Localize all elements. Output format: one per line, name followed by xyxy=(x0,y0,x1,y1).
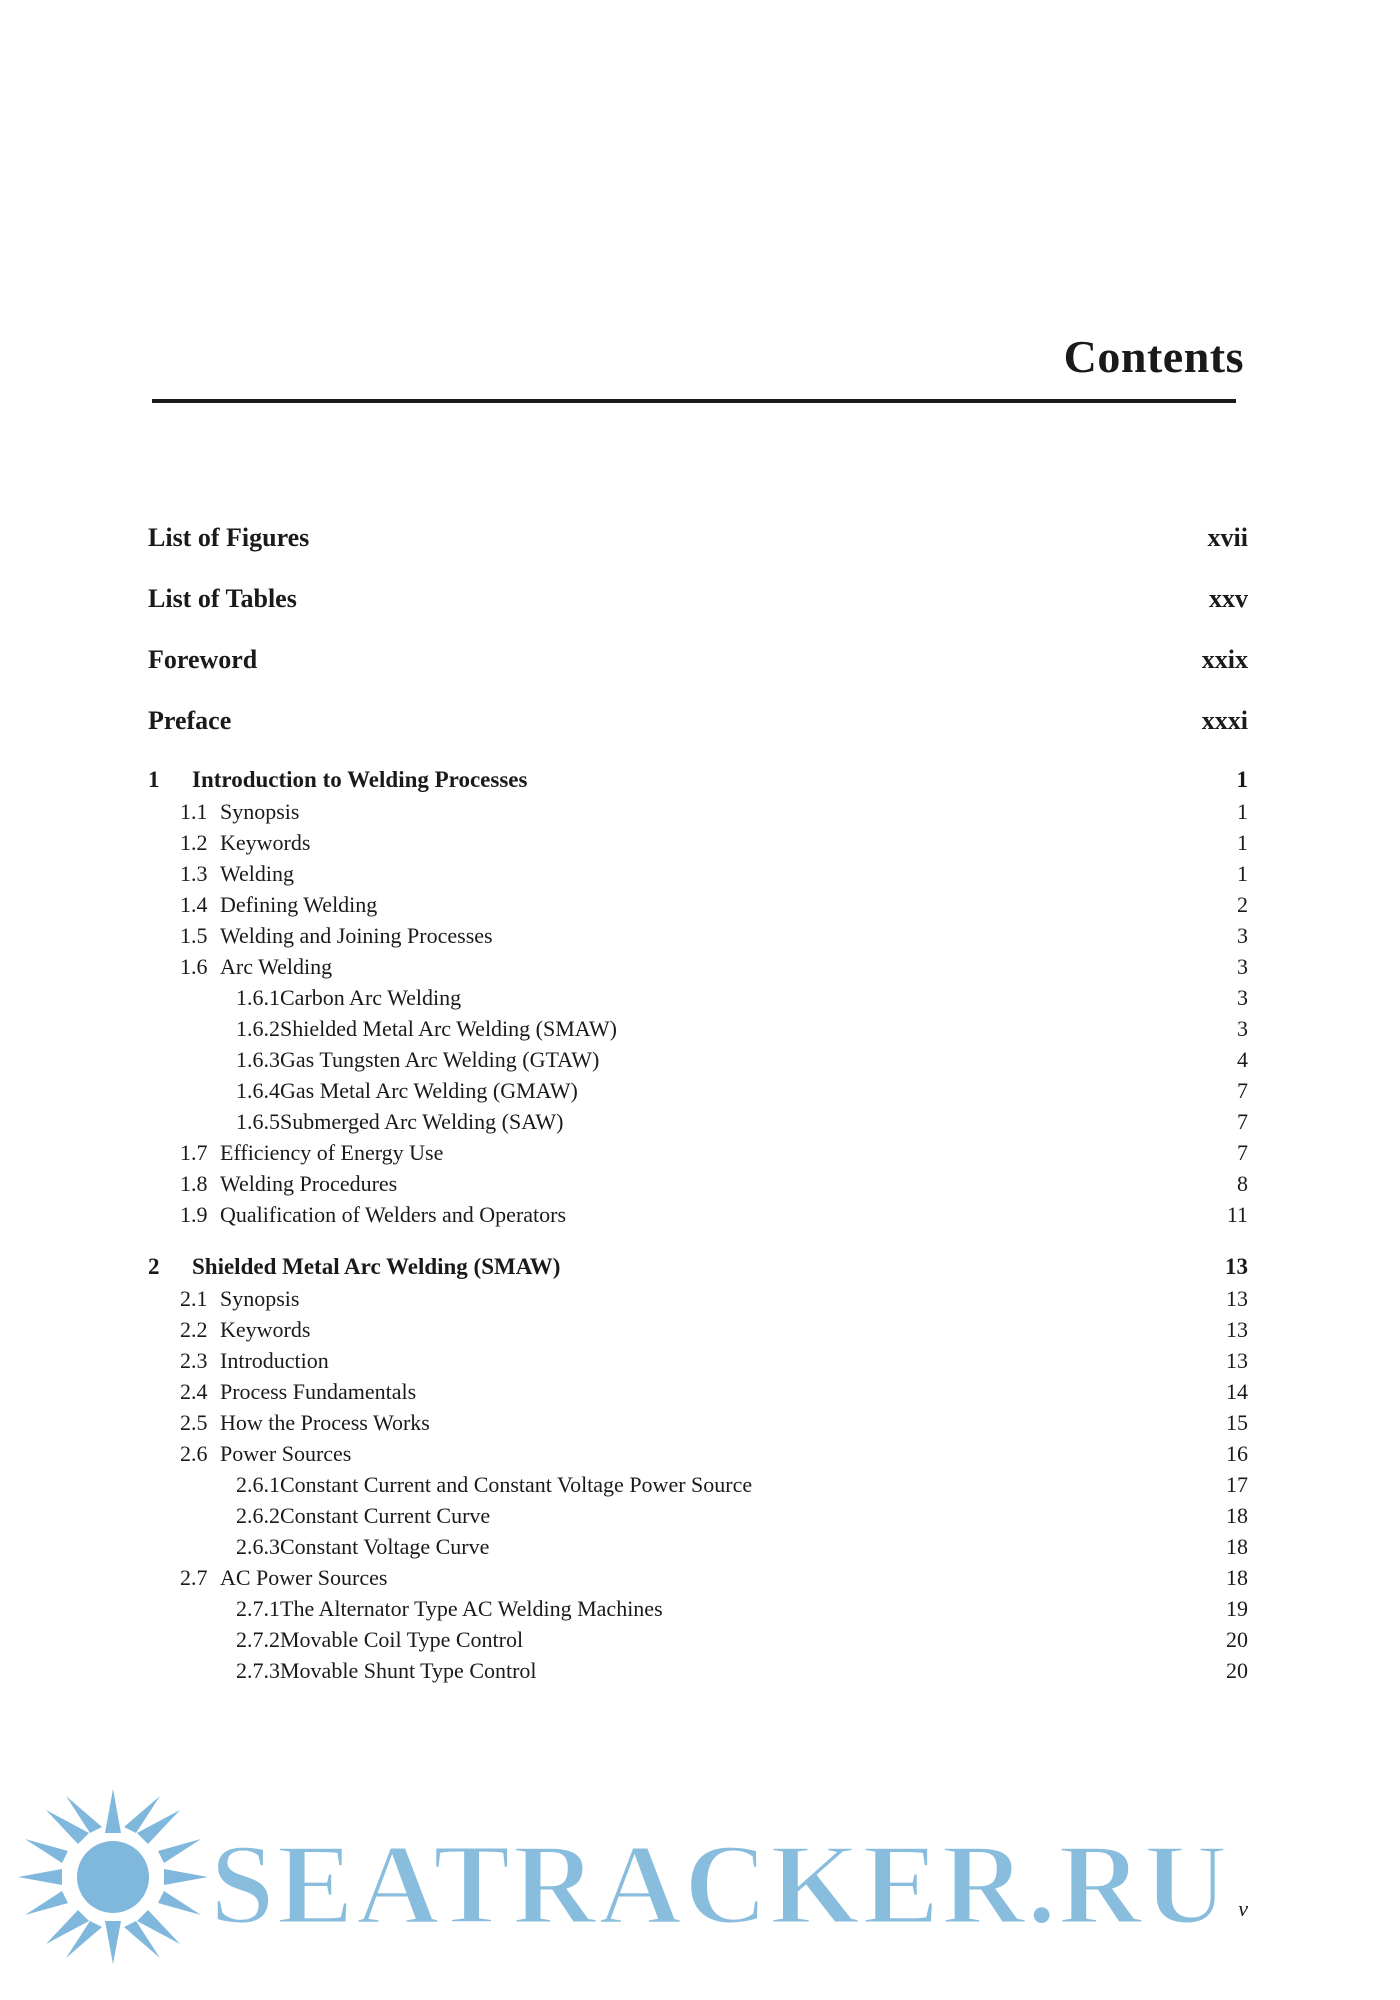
subsection-number: 2.6.1 xyxy=(236,1472,280,1497)
section-label: Synopsis xyxy=(220,799,300,824)
section-number: 2.1 xyxy=(180,1286,208,1311)
chapter-title: Introduction to Welding Processes xyxy=(192,767,528,792)
chapter-page: 1 xyxy=(1236,767,1248,792)
toc-subsection-entry[interactable] xyxy=(148,1596,1248,1622)
toc-section-entry[interactable] xyxy=(148,1317,1248,1343)
subsection-page: 20 xyxy=(1226,1627,1248,1652)
watermark xyxy=(0,1770,1400,2000)
toc-section-entry[interactable] xyxy=(148,1171,1248,1197)
subsection-number: 2.6.3 xyxy=(236,1534,280,1559)
section-number: 1.6 xyxy=(180,954,208,979)
chapter-page: 13 xyxy=(1225,1254,1248,1279)
subsection-label: Movable Coil Type Control xyxy=(280,1627,524,1652)
subsection-label: Constant Voltage Curve xyxy=(280,1534,490,1559)
watermark-text: SEATRACKER.RU xyxy=(210,1821,1230,1949)
section-label: Arc Welding xyxy=(220,954,333,979)
section-label: Qualification of Welders and Operators xyxy=(220,1202,567,1227)
section-page: 7 xyxy=(1237,1140,1248,1165)
section-page: 8 xyxy=(1237,1171,1248,1196)
toc-front-entry[interactable] xyxy=(148,584,1248,614)
subsection-page: 7 xyxy=(1237,1078,1248,1103)
toc-subsection-entry[interactable] xyxy=(148,1078,1248,1104)
front-entry-page: xxxi xyxy=(1201,706,1248,735)
toc-subsection-entry[interactable] xyxy=(148,985,1248,1011)
section-number: 2.3 xyxy=(180,1348,208,1373)
subsection-label: Gas Tungsten Arc Welding (GTAW) xyxy=(280,1047,600,1072)
section-page: 18 xyxy=(1226,1565,1248,1590)
section-label: Synopsis xyxy=(220,1286,300,1311)
chapter-title: Shielded Metal Arc Welding (SMAW) xyxy=(192,1254,561,1279)
toc-section-entry[interactable] xyxy=(148,923,1248,949)
section-page: 1 xyxy=(1237,830,1248,855)
section-page: 3 xyxy=(1237,954,1248,979)
section-number: 2.7 xyxy=(180,1565,208,1590)
section-number: 1.8 xyxy=(180,1171,208,1196)
front-entry-label: List of Figures xyxy=(148,523,310,552)
subsection-label: Submerged Arc Welding (SAW) xyxy=(280,1109,564,1134)
section-number: 2.4 xyxy=(180,1379,208,1404)
toc-chapter-block xyxy=(148,767,1248,1228)
subsection-label: Constant Current Curve xyxy=(280,1503,491,1528)
toc-subsection-entry[interactable] xyxy=(148,1016,1248,1042)
section-page: 11 xyxy=(1226,1202,1248,1227)
toc-section-entry[interactable] xyxy=(148,1441,1248,1467)
toc-subsection-entry[interactable] xyxy=(148,1534,1248,1560)
toc-section-entry[interactable] xyxy=(148,1286,1248,1312)
subsection-label: Carbon Arc Welding xyxy=(280,985,462,1010)
section-page: 13 xyxy=(1226,1348,1248,1373)
toc-section-entry[interactable] xyxy=(148,892,1248,918)
section-number: 1.4 xyxy=(180,892,208,917)
section-number: 1.3 xyxy=(180,861,208,886)
toc-section-entry[interactable] xyxy=(148,799,1248,825)
subsection-page: 3 xyxy=(1237,985,1248,1010)
subsection-number: 1.6.5 xyxy=(236,1109,280,1134)
front-entry-label: List of Tables xyxy=(148,584,297,613)
toc-subsection-entry[interactable] xyxy=(148,1047,1248,1073)
page-title: Contents xyxy=(1063,331,1244,382)
toc-front-entry[interactable] xyxy=(148,645,1248,675)
title-divider xyxy=(152,399,1236,403)
section-label: Efficiency of Energy Use xyxy=(220,1140,444,1165)
section-page: 16 xyxy=(1226,1441,1248,1466)
toc-section-entry[interactable] xyxy=(148,830,1248,856)
section-label: AC Power Sources xyxy=(220,1565,388,1590)
subsection-page: 18 xyxy=(1226,1534,1248,1559)
section-page: 3 xyxy=(1237,923,1248,948)
sun-logo-icon xyxy=(18,1789,208,1964)
section-label: Introduction xyxy=(220,1348,329,1373)
section-label: Defining Welding xyxy=(220,892,378,917)
toc-front-entry[interactable] xyxy=(148,706,1248,736)
section-label: Welding Procedures xyxy=(220,1171,398,1196)
subsection-number: 1.6.4 xyxy=(236,1078,280,1103)
toc-chapter-entry[interactable] xyxy=(148,1254,1248,1280)
toc-subsection-entry[interactable] xyxy=(148,1627,1248,1653)
subsection-page: 19 xyxy=(1226,1596,1248,1621)
toc-section-entry[interactable] xyxy=(148,1379,1248,1405)
section-number: 1.9 xyxy=(180,1202,208,1227)
subsection-label: The Alternator Type AC Welding Machines xyxy=(280,1596,663,1621)
chapter-number: 2 xyxy=(148,1254,160,1279)
toc-section-entry[interactable] xyxy=(148,954,1248,980)
toc-section-entry[interactable] xyxy=(148,1410,1248,1436)
subsection-label: Gas Metal Arc Welding (GMAW) xyxy=(280,1078,578,1103)
section-label: Keywords xyxy=(220,830,311,855)
toc-chapter-entry[interactable] xyxy=(148,767,1248,793)
subsection-label: Constant Current and Constant Voltage Power Source xyxy=(280,1472,753,1497)
front-entry-page: xvii xyxy=(1207,523,1248,552)
section-page: 15 xyxy=(1226,1410,1248,1435)
section-label: Process Fundamentals xyxy=(220,1379,417,1404)
section-page: 13 xyxy=(1226,1317,1248,1342)
front-entry-page: xxix xyxy=(1201,645,1248,674)
toc-section-entry[interactable] xyxy=(148,1348,1248,1374)
subsection-number: 1.6.2 xyxy=(236,1016,280,1041)
front-entry-page: xxv xyxy=(1209,584,1248,613)
subsection-number: 2.7.1 xyxy=(236,1596,280,1621)
section-number: 1.1 xyxy=(180,799,208,824)
section-page: 2 xyxy=(1237,892,1248,917)
section-label: Welding xyxy=(220,861,294,886)
section-number: 1.2 xyxy=(180,830,208,855)
section-page: 13 xyxy=(1226,1286,1248,1311)
section-label: Welding and Joining Processes xyxy=(220,923,493,948)
section-number: 1.7 xyxy=(180,1140,208,1165)
toc-section-entry[interactable] xyxy=(148,1565,1248,1591)
section-label: Power Sources xyxy=(220,1441,352,1466)
toc-subsection-entry[interactable] xyxy=(148,1109,1248,1135)
section-number: 2.6 xyxy=(180,1441,208,1466)
toc-subsection-entry[interactable] xyxy=(148,1658,1248,1684)
section-label: Keywords xyxy=(220,1317,311,1342)
front-entry-label: Foreword xyxy=(148,645,258,674)
toc-section-entry[interactable] xyxy=(148,1140,1248,1166)
chapter-number: 1 xyxy=(148,767,160,792)
section-page: 1 xyxy=(1237,799,1248,824)
toc-section-entry[interactable] xyxy=(148,1202,1248,1228)
front-matter-list xyxy=(148,523,1248,736)
subsection-number: 2.7.3 xyxy=(236,1658,280,1683)
subsection-label: Movable Shunt Type Control xyxy=(280,1658,537,1683)
page-folio: v xyxy=(1238,1896,1248,1921)
section-number: 2.5 xyxy=(180,1410,208,1435)
subsection-page: 3 xyxy=(1237,1016,1248,1041)
toc-section-entry[interactable] xyxy=(148,861,1248,887)
subsection-page: 4 xyxy=(1237,1047,1248,1072)
section-label: How the Process Works xyxy=(220,1410,430,1435)
section-number: 1.5 xyxy=(180,923,208,948)
subsection-number: 1.6.1 xyxy=(236,985,280,1010)
section-page: 1 xyxy=(1237,861,1248,886)
front-entry-label: Preface xyxy=(148,706,232,735)
toc-subsection-entry[interactable] xyxy=(148,1472,1248,1498)
toc-chapter-block xyxy=(148,1254,1248,1684)
section-number: 2.2 xyxy=(180,1317,208,1342)
subsection-page: 17 xyxy=(1226,1472,1248,1497)
subsection-number: 2.7.2 xyxy=(236,1627,280,1652)
subsection-number: 1.6.3 xyxy=(236,1047,280,1072)
subsection-page: 18 xyxy=(1226,1503,1248,1528)
subsection-page: 20 xyxy=(1226,1658,1248,1683)
toc-container xyxy=(148,330,1248,1689)
toc-front-entry[interactable] xyxy=(148,523,1248,553)
subsection-page: 7 xyxy=(1237,1109,1248,1134)
subsection-number: 2.6.2 xyxy=(236,1503,280,1528)
toc-subsection-entry[interactable] xyxy=(148,1503,1248,1529)
subsection-label: Shielded Metal Arc Welding (SMAW) xyxy=(280,1016,618,1041)
section-page: 14 xyxy=(1226,1379,1248,1404)
